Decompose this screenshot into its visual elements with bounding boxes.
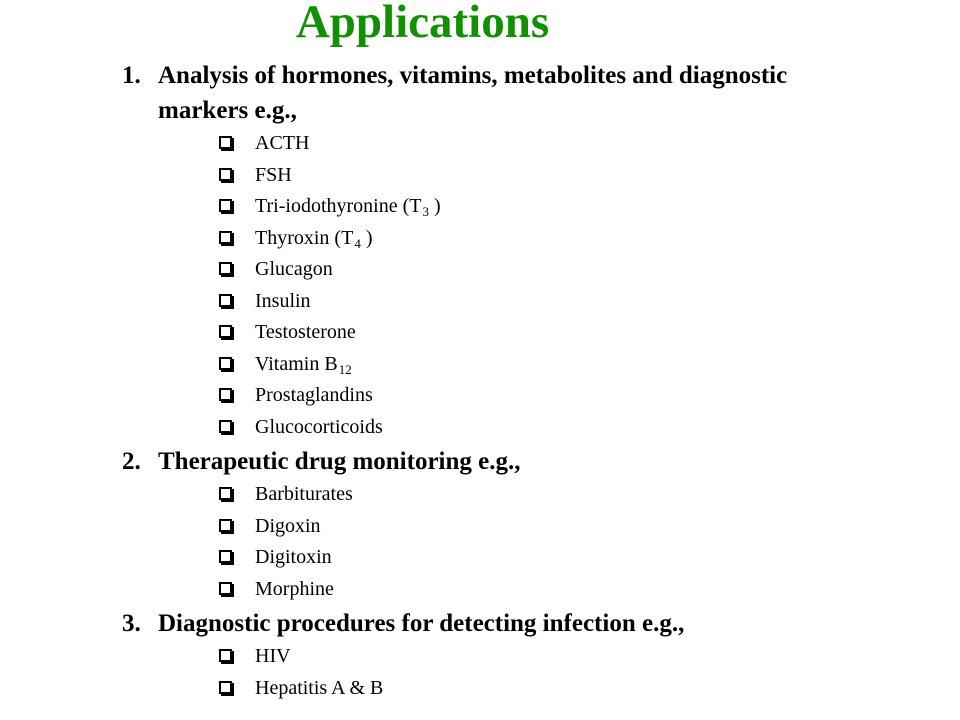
section-number: 2. — [122, 448, 141, 475]
section-heading — [0, 606, 858, 641]
sub-list — [0, 479, 960, 605]
checkbox-bullet-icon — [219, 231, 232, 244]
list-item: Morphine — [0, 574, 960, 606]
list-item: Hepatitis A & B — [0, 673, 960, 705]
list-item: Barbiturates — [0, 479, 960, 511]
list-item: Glucagon — [0, 254, 960, 286]
list-item: Digitoxin — [0, 542, 960, 574]
section-3 — [0, 606, 960, 704]
sub-list — [0, 128, 960, 443]
checkbox-bullet-icon — [219, 325, 232, 338]
section-number: 3. — [122, 610, 141, 637]
list-item: FSH — [0, 160, 960, 192]
checkbox-bullet-icon — [219, 357, 232, 370]
checkbox-bullet-icon — [219, 649, 232, 662]
list-item: Thyroxin ($T_4$ ) — [0, 223, 960, 255]
checkbox-bullet-icon — [219, 550, 232, 563]
checkbox-bullet-icon — [219, 519, 232, 532]
list-item: Prostaglandins — [0, 380, 960, 412]
checkbox-bullet-icon — [219, 262, 232, 275]
list-item: Digoxin — [0, 511, 960, 543]
list-item: HIV — [0, 641, 960, 673]
list-item: ACTH — [0, 128, 960, 160]
section-1 — [0, 58, 960, 443]
checkbox-bullet-icon — [219, 681, 232, 694]
checkbox-bullet-icon — [219, 420, 232, 433]
list-item: Vitamin $B_{12}$ — [0, 349, 960, 381]
checkbox-bullet-icon — [219, 199, 232, 212]
section-heading-text: Therapeutic drug monitoring e.g., — [158, 448, 521, 475]
slide-content — [0, 58, 960, 704]
checkbox-bullet-icon — [219, 168, 232, 181]
section-heading — [0, 444, 858, 479]
checkbox-bullet-icon — [219, 582, 232, 595]
sub-list — [0, 641, 960, 704]
section-2 — [0, 444, 960, 605]
checkbox-bullet-icon — [219, 487, 232, 500]
list-item: Insulin — [0, 286, 960, 318]
section-heading-text: Analysis of hormones, vitamins, metabolites and diagnostic markers e.g., — [158, 62, 788, 124]
subscript: 12 — [338, 361, 352, 377]
list-item: Tri-iodothyronine ($T_3$ ) — [0, 191, 960, 223]
section-number: 1. — [122, 62, 141, 89]
checkbox-bullet-icon — [219, 294, 232, 307]
section-heading — [0, 58, 858, 128]
list-item: Glucocorticoids — [0, 412, 960, 444]
subscript: 3 — [422, 204, 429, 219]
checkbox-bullet-icon — [219, 136, 232, 149]
subscript: 4 — [354, 235, 361, 251]
section-heading-text: Diagnostic procedures for detecting infection e.g., — [158, 610, 685, 637]
slide-title: Applications — [295, 0, 550, 48]
list-item: Testosterone — [0, 317, 960, 349]
checkbox-bullet-icon — [219, 388, 232, 401]
